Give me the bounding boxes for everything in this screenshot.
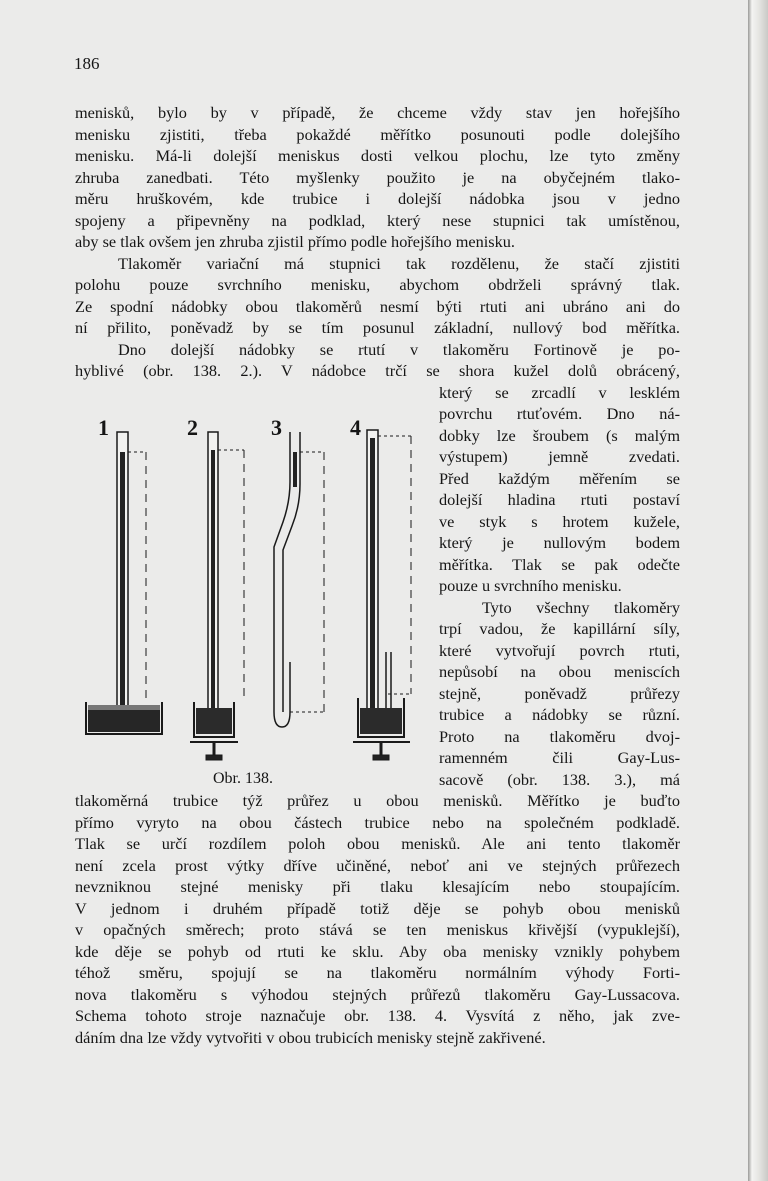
text-line: spojeny a připevněny na podklad, který nese stupnici tak umístěnou, xyxy=(75,210,680,230)
barometer-3 xyxy=(274,432,324,727)
figure-caption: Obr. 138. xyxy=(213,770,273,787)
text-line: nova tlakoměru s výhodou stejných průřezů tlakoměru Gay-Lussacova. xyxy=(75,984,680,1004)
text-line: Schema tohoto stroje naznačuje obr. 138. 4. Vysvítá z něho, jak zve- xyxy=(75,1006,680,1025)
text-line: povrchu rtuťovém. Dno ná- xyxy=(439,404,680,423)
text-line: měřítka. Tlak se pak odečte xyxy=(439,554,680,574)
text-line: ní přilito, poněvadž by se tím posunul základní, nullový bod měřítka. xyxy=(75,318,680,337)
text-line: aby se tlak ovšem jen zhruba zjistil přímo podle hořejšího menisku. xyxy=(75,232,515,251)
figure-barometers xyxy=(78,412,428,792)
text-line: nevzniknou stejné menisky při tlaku klesajícím nebo stoupajícím. xyxy=(75,877,680,896)
text-line: Tlak se určí rozdílem poloh obou menisků. Ale ani tento tlakoměr xyxy=(75,834,680,853)
text-line: který se zrcadlí v lesklém xyxy=(439,382,680,402)
text-line: Před každým měřením se xyxy=(439,468,680,488)
figure-label-3: 3 xyxy=(271,415,282,440)
text-line: Dno dolejší nádobky se rtutí v tlakoměru Fortinově je po- xyxy=(118,339,680,359)
text-line: menisků, bylo by v případě, že chceme vždy stav jen hořejšího xyxy=(75,103,680,122)
text-line: dobky lze šroubem (s malým xyxy=(439,425,680,445)
text-line: ve styk s hrotem kužele, xyxy=(439,511,680,531)
text-line: přímo vyryto na obou částech trubice nebo na společném podkladě. xyxy=(75,812,680,832)
text-line: sacově (obr. 138. 3.), má xyxy=(439,769,680,789)
page-edge xyxy=(748,0,768,1181)
text-line: který je nullovým bodem xyxy=(439,533,680,552)
figure-label-2: 2 xyxy=(187,415,198,440)
barometer-4 xyxy=(353,430,411,760)
text-line: výstupem) jemně zvedati. xyxy=(439,447,680,466)
text-line: tlakoměrná trubice týž průřez u obou menisků. Měřítko je buďto xyxy=(75,791,680,810)
text-line: téhož směru, spojují se na tlakoměru normálním výhody Forti- xyxy=(75,963,680,982)
figure-label-1: 1 xyxy=(98,415,109,440)
barometer-2 xyxy=(190,432,244,760)
page-number: 186 xyxy=(74,54,100,73)
text-line: trubice a nádobky se různí. xyxy=(439,705,680,724)
barometer-1 xyxy=(86,432,162,734)
text-line: v opačných směrech; proto stává se ten meniskus křivější (vypuklejší), xyxy=(75,920,680,939)
text-line: stejně, poněvadž průřezy xyxy=(439,683,680,703)
text-line: ramenném čili Gay-Lus- xyxy=(439,748,680,767)
barometer-diagram xyxy=(78,412,428,772)
text-line: V jednom i druhém případě totiž děje se pohyb obou menisků xyxy=(75,898,680,918)
text-line: Ze spodní nádobky obou tlakoměrů nesmí býti rtuti ani ubráno ani do xyxy=(75,296,680,316)
text-line: které vytvořují povrch rtuti, xyxy=(439,640,680,660)
text-line: kde děje se pohyb od rtuti ke sklu. Aby oba menisky vznikly pohybem xyxy=(75,941,680,961)
text-line: zhruba zanedbati. Této myšlenky použito je na obyčejném tlako- xyxy=(75,167,680,187)
text-line: Tlakoměr variační má stupnici tak rozdělenu, že stačí zjistiti xyxy=(118,253,680,273)
text-line: dáním dna lze vždy vytvořiti v obou trubicích menisky stejně zakřivené. xyxy=(75,1027,546,1047)
text-line: pouze u svrchního menisku. xyxy=(439,576,622,595)
text-line: menisku. Má-li dolejší meniskus dosti velkou plochu, lze tyto změny xyxy=(75,146,680,165)
text-line: Proto na tlakoměru dvoj- xyxy=(439,726,680,746)
text-line: nepůsobí na obou meniscích xyxy=(439,662,680,681)
text-line: trpí vadou, že kapillární síly, xyxy=(439,619,680,638)
text-line: dolejší hladina rtuti postaví xyxy=(439,490,680,509)
figure-label-4: 4 xyxy=(350,415,361,440)
text-line: hyblivé (obr. 138. 2.). V nádobce trčí se shora kužel dolů obrácený, xyxy=(75,361,680,380)
text-line: není zcela prost výtky dříve učiněné, neboť ani ve stejných průřezech xyxy=(75,855,680,875)
text-line: polohu pouze svrchního menisku, abychom obdrželi správný tlak. xyxy=(75,275,680,294)
text-line: menisku zjistiti, třeba pokaždé měřítko posunouti podle dolejšího xyxy=(75,124,680,144)
text-line: Tyto všechny tlakoměry xyxy=(482,597,680,617)
text-line: měru hruškovém, kde trubice i dolejší nádobka jsou v jedno xyxy=(75,189,680,208)
